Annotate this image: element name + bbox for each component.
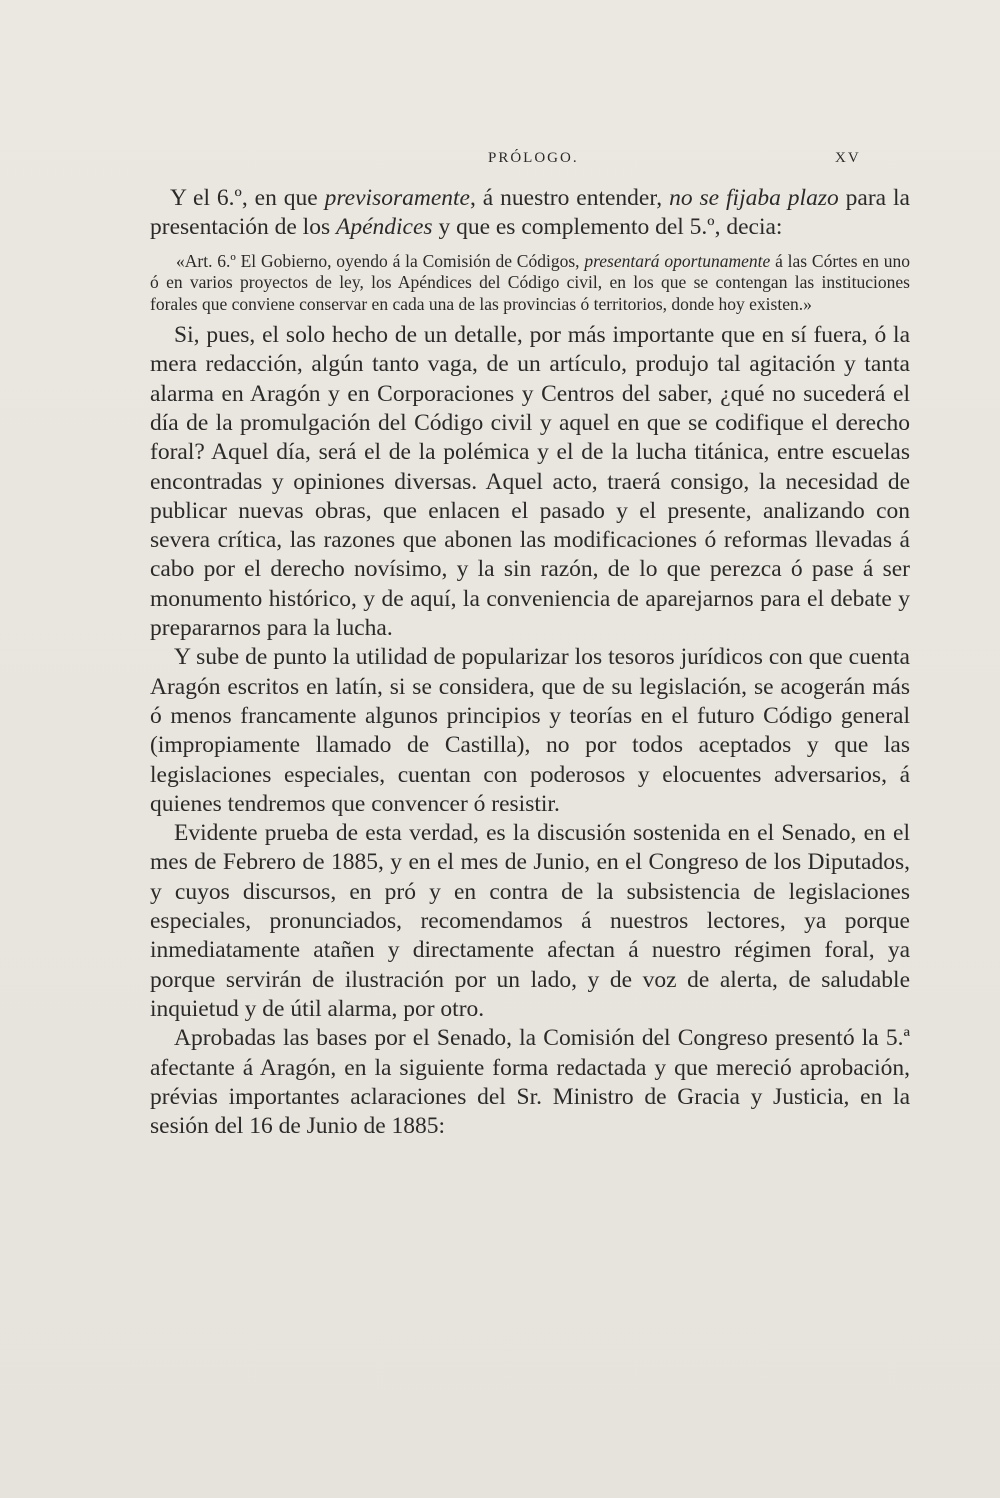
emphasis-no-se-fijaba-plazo: no se fijaba plazo bbox=[669, 185, 839, 211]
emphasis-presentara-oportunamente: presentará oportunamente bbox=[584, 250, 771, 271]
emphasis-previsoramente: previsoramente bbox=[324, 185, 470, 211]
paragraph-evidente-prueba: Evidente prueba de esta verdad, es la discusión sostenida en el Senado, en el mes de Febrero de 1885, y en el mes de Junio, en el Congreso de los Diputados, y cuyos discursos, en pró y en contra de la subsistencia de legislaciones especiales, pronunciados, recomendamos á nuestros lectores, ya porque inmediatamente atañen y directamente afectan á nuestro régimen foral, ya porque servirán de ilustración por un lado, y de voz de alerta, de saludable inquietud y de útil alarma, por otro. bbox=[150, 820, 910, 1022]
paragraph-y-sube-de-punto: Y sube de punto la utilidad de popularizar los tesoros jurídicos con que cuenta Aragón escritos en latín, si se considera, que de su legislación, se acogerán más ó menos francamente algunos principios y teorías en el futuro Código general (impropiamente llamado de Castilla), no por todos aceptados y que las legislaciones especiales, cuentan con poderosos y elocuentes adversarios, á quienes tendremos que convencer ó resistir. bbox=[150, 644, 910, 817]
emphasis-apendices: Apéndices bbox=[335, 214, 433, 241]
paragraph-aprobadas-las-bases: Aprobadas las bases por el Senado, la Comisión del Congreso presentó la 5.ª afectante á Aragón, en la siguiente forma redactada y que mereció aprobación, prévias importantes aclaraciones del Sr. Ministro de Gracia y Justicia, en la sesión del 16 de Junio de 1885: bbox=[150, 1025, 910, 1140]
page-header bbox=[0, 150, 1000, 174]
text-run: , á nuestro entender, bbox=[469, 185, 670, 211]
page-number: XV bbox=[835, 150, 861, 166]
paragraph-article-6-intro bbox=[150, 184, 910, 243]
text-run: «Art. 6.º El Gobierno, oyendo á la Comisión de Códigos, bbox=[176, 250, 585, 271]
text-run: para la presentación de los bbox=[150, 185, 910, 241]
running-title: PRÓLOGO. bbox=[488, 150, 579, 166]
text-run: á las Córtes en uno ó en varios proyectos de ley, los Apéndices del Código civil, en los que se contengan las instituciones forales que conviene conservar en cada una de las provincias ó territorios, donde hoy existen.» bbox=[150, 250, 911, 314]
text-run: Y el 6.º, en que bbox=[170, 185, 325, 211]
text-run: y que es complemento del 5.º, decia: bbox=[432, 214, 783, 241]
quoted-article-6 bbox=[150, 251, 910, 316]
paragraph-si-pues: Si, pues, el solo hecho de un detalle, por más importante que en sí fuera, ó la mera redacción, algún tanto vaga, de un artículo, produjo tal agitación y tanta alarma en Aragón y en Corporaciones y Centros del saber, ¿qué no sucederá el día de la promulgación del Código civil y aquel en que se codifique el derecho foral? Aquel día, será el de la polémica y el de la lucha titánica, entre escuelas encontradas y opiniones diversas. Aquel acto, traerá consigo, la necesidad de publicar nuevas obras, que enlacen el pasado y el presente, analizando con severa crítica, las razones que abonen las modificaciones ó reformas llevadas á cabo por el derecho novísimo, y la sin razón, de lo que perezca ó pase á ser monumento histórico, y de aquí, la conveniencia de aparejarnos para el debate y prepararnos para la lucha. bbox=[150, 322, 910, 642]
body-text bbox=[150, 184, 910, 1141]
